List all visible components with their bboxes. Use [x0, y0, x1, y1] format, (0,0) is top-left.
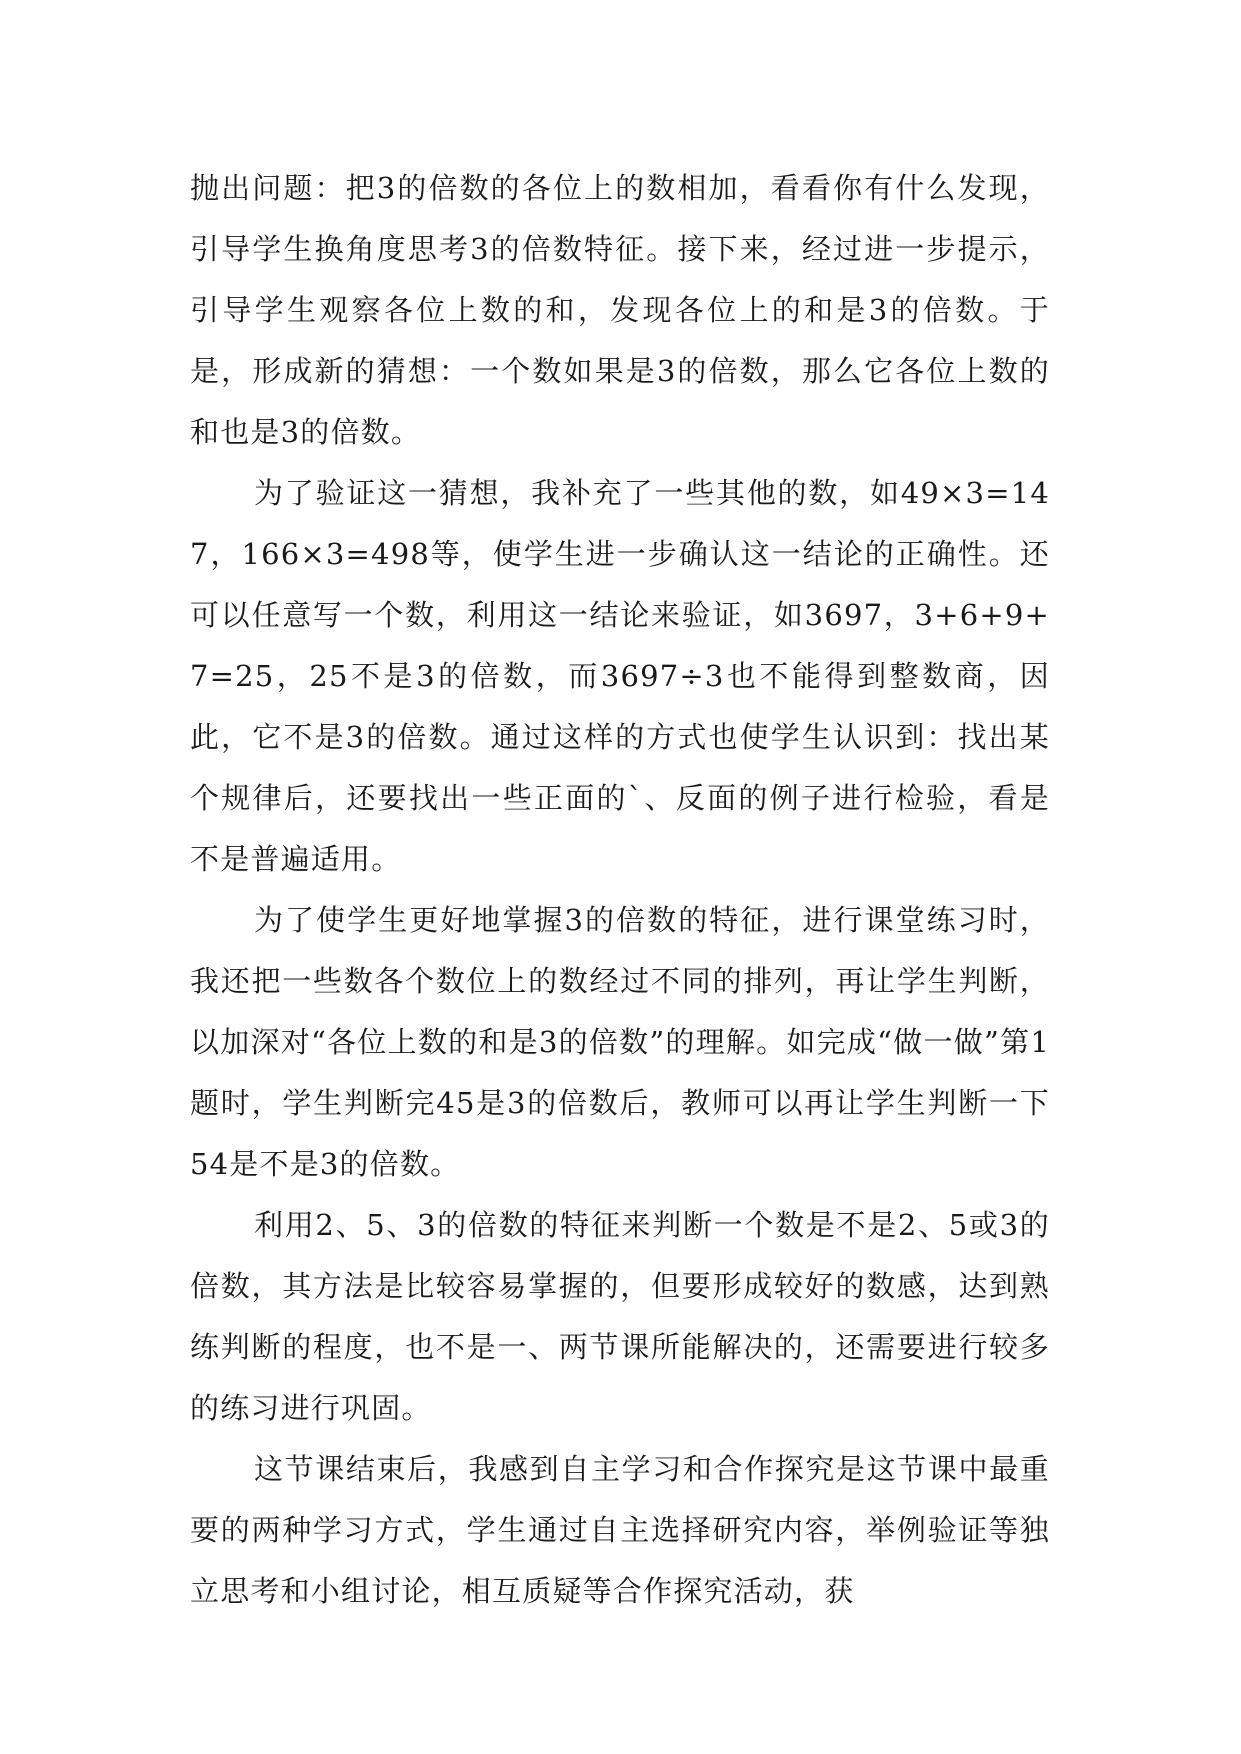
paragraph-number-sense: 利用2、5、3的倍数的特征来判断一个数是不是2、5或3的倍数，其方法是比较容易掌握的，但要形成较好的数感，达到熟练判断的程度，也不是一、两节课所能解决的，还需要进行较多的练习进行巩固。	[190, 1208, 1050, 1425]
paragraph-reflection: 这节课结束后，我感到自主学习和合作探究是这节课中最重要的两种学习方式，学生通过自主选择研究内容，举例验证等独立思考和小组讨论，相互质疑等合作探究活动，获	[190, 1452, 1050, 1608]
paragraph-verify-conjecture: 为了验证这一猜想，我补充了一些其他的数，如49×3=147，166×3=498等，使学生进一步确认这一结论的正确性。还可以任意写一个数，利用这一结论来验证，如3697，3+6+9+7=25，25不是3的倍数，而3697÷3也不能得到整数商，因此，它不是3的倍数。通过这样的方式也使学生认识到：找出某个规律后，还要找出一些正面的`、反面的例子进行检验，看是不是普遍适用。	[190, 476, 1050, 876]
document-body	[190, 158, 1050, 1622]
paragraph-classroom-practice: 为了使学生更好地掌握3的倍数的特征，进行课堂练习时，我还把一些数各个数位上的数经过不同的排列，再让学生判断，以加深对“各位上数的和是3的倍数”的理解。如完成“做一做”第1题时，学生判断完45是3的倍数后，教师可以再让学生判断一下54是不是3的倍数。	[190, 903, 1050, 1181]
paragraph-continuation: 抛出问题：把3的倍数的各位上的数相加，看看你有什么发现，引导学生换角度思考3的倍数特征。接下来，经过进一步提示，引导学生观察各位上数的和，发现各位上的和是3的倍数。于是，形成新的猜想：一个数如果是3的倍数，那么它各位上数的和也是3的倍数。	[190, 171, 1050, 449]
